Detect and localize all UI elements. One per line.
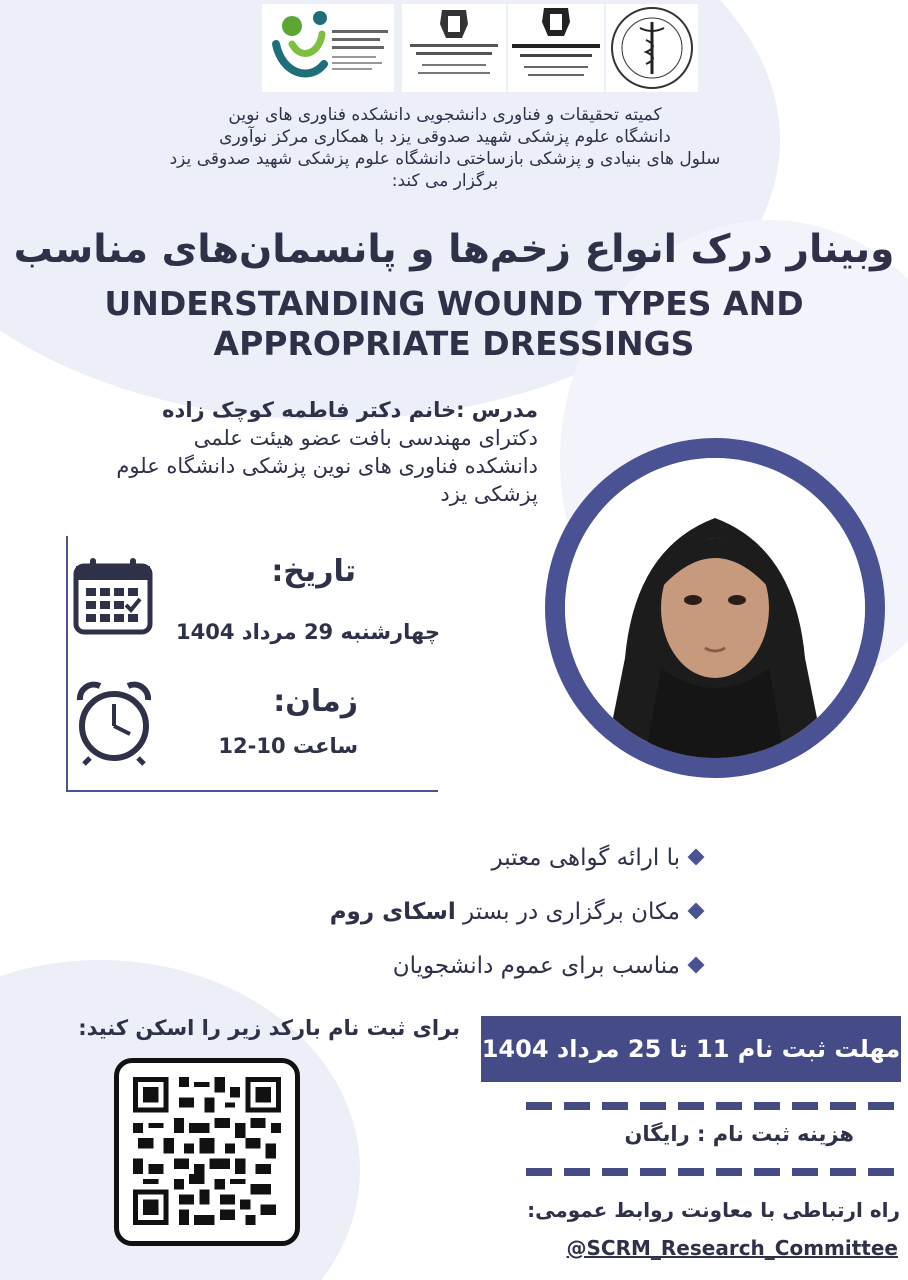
webinar-title-fa: وبینار درک انواع زخم‌ها و پانسمان‌های مناسب	[13, 227, 895, 272]
date-value: چهارشنبه 29 مرداد 1404	[176, 620, 440, 644]
contact-handle-link[interactable]	[498, 1236, 898, 1260]
time-label: زمان:	[273, 684, 358, 719]
intro-line-4: برگزار می کند:	[391, 171, 499, 191]
yazd-university-logo-1	[402, 4, 506, 92]
intro-line-1: کمیته تحقیقات و فناوری دانشجویی دانشکده فناوری های نوین	[228, 105, 662, 125]
calendar-icon	[72, 556, 154, 636]
yazd-university-logo-2	[508, 4, 604, 92]
instructor-name: مدرس :خانم دکتر فاطمه کوچک زاده	[162, 398, 538, 422]
logo-strip	[262, 0, 702, 96]
alarm-clock-icon	[74, 680, 154, 766]
instructor-bio-3: پزشکی یزد	[440, 482, 538, 506]
instructor-bio-1: دکترای مهندسی بافت عضو هیئت علمی	[193, 426, 538, 450]
registration-fee: هزینه ثبت نام : رایگان	[624, 1122, 854, 1146]
speaker-photo-ring	[545, 438, 885, 778]
feature-text: مکان برگزاری در بستر	[455, 899, 680, 925]
feature-text: با ارائه گواهی معتبر	[491, 845, 680, 871]
intro-line-3: سلول های بنیادی و پزشکی بازساختی دانشگاه علوم پزشکی شهید صدوقی یزد	[169, 149, 721, 169]
intro-line-2: دانشگاه علوم پزشکی شهید صدوقی یزد با همکاری مرکز نوآوری	[219, 127, 671, 147]
qr-code-icon[interactable]	[133, 1077, 281, 1225]
diamond-bullet-icon	[688, 903, 705, 920]
feature-item-platform	[250, 892, 680, 946]
date-label: تاریخ:	[271, 554, 356, 589]
feature-item-certificate	[250, 838, 680, 892]
feature-item-audience	[250, 946, 680, 1000]
feature-list	[250, 838, 680, 1000]
diamond-bullet-icon	[688, 957, 705, 974]
feature-platform-name: اسکای روم	[329, 899, 456, 925]
regenerative-medicine-center-logo	[262, 4, 394, 92]
time-value: ساعت 10-12	[218, 734, 358, 758]
qr-caption: برای ثبت نام بارکد زیر را اسکن کنید:	[78, 1016, 460, 1040]
feature-text: مناسب برای عموم دانشجویان	[392, 953, 680, 979]
instructor-info	[10, 396, 538, 508]
caduceus-seal-logo	[606, 4, 698, 92]
contact-handle-text[interactable]: @SCRM_Research_Committee	[566, 1236, 898, 1260]
webinar-title-en	[40, 284, 868, 364]
instructor-bio-2: دانشکده فناوری های نوین پزشکی دانشگاه علوم	[116, 454, 538, 478]
title-en-line-2: APPROPRIATE DRESSINGS	[213, 324, 695, 363]
contact-label: راه ارتباطی با معاونت روابط عمومی:	[527, 1198, 900, 1222]
registration-deadline: مهلت ثبت نام 11 تا 25 مرداد 1404	[481, 1016, 901, 1082]
diamond-bullet-icon	[688, 849, 705, 866]
dashed-divider	[526, 1168, 902, 1176]
intro-text	[60, 104, 830, 192]
speaker-photo	[565, 458, 865, 758]
title-en-line-1: UNDERSTANDING WOUND TYPES AND	[104, 284, 804, 323]
dashed-divider	[526, 1102, 902, 1110]
qr-code-frame[interactable]	[114, 1058, 300, 1246]
